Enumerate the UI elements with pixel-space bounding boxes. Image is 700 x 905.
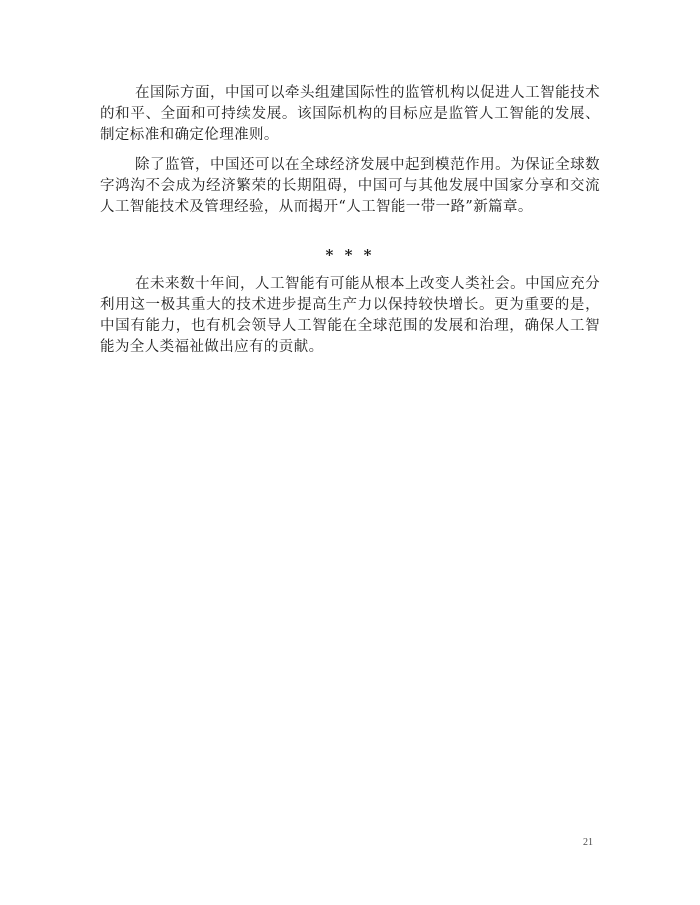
paragraph-economic-development-role: 除了监管，中国还可以在全球经济发展中起到模范作用。为保证全球数字鸿沟不会成为经济繁荣的长期阻碍，中国可与其他发展中国家分享和交流人工智能技术及管理经验，从而揭开“人工智能一带一路”新篇章。 [100, 157, 600, 215]
page-number: 21 [583, 837, 593, 848]
paragraph-conclusion: 在未来数十年间，人工智能有可能从根本上改变人类社会。中国应充分利用这一极其重大的技术进步提高生产力以保持较快增长。更为重要的是，中国有能力，也有机会领导人工智能在全球范围的发展和治理，确保人工智能为全人类福祉做出应有的贡献。 [100, 276, 600, 355]
asterisk-section-separator: * * * [325, 246, 375, 264]
paragraph-international-regulation: 在国际方面，中国可以牵头组建国际性的监管机构以促进人工智能技术的和平、全面和可持续发展。该国际机构的目标应是监管人工智能的发展、制定标准和确定伦理准则。 [100, 85, 600, 143]
page-body-text [100, 83, 600, 358]
